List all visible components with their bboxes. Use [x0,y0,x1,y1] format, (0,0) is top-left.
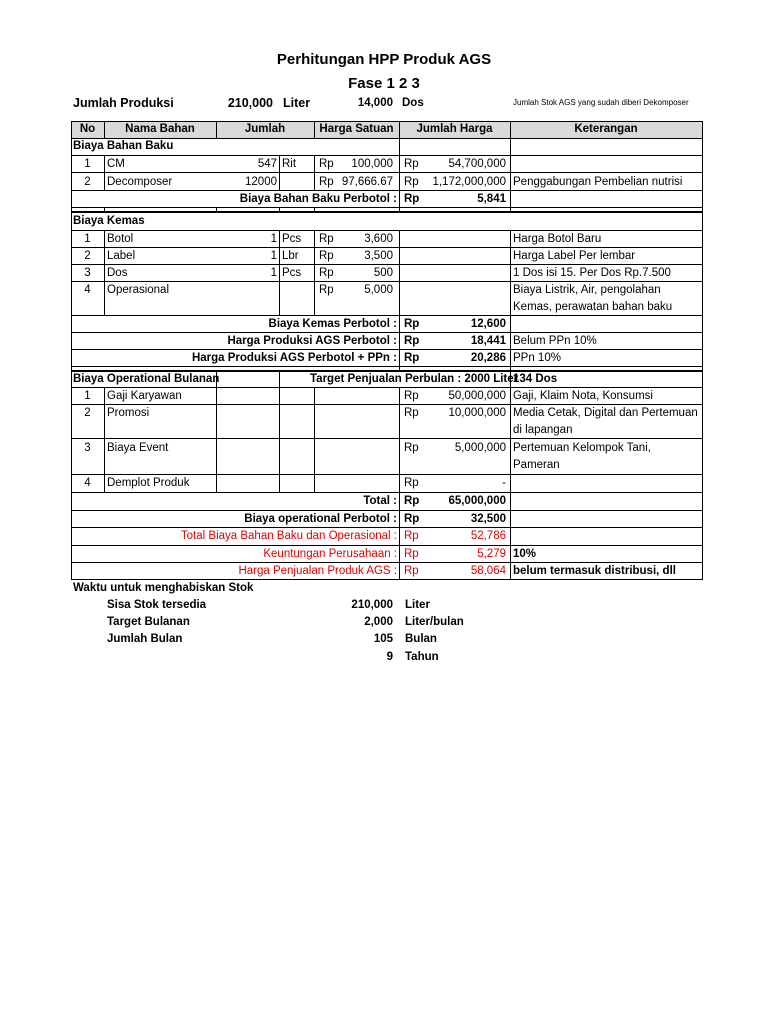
row-price: 5,000 [364,284,393,296]
combined-cost-rp: Rp [404,530,419,542]
production-note: Jumlah Stok AGS yang sudah diberi Dekomposer [513,98,689,107]
raw-per-bottle-value: 5,841 [477,193,506,205]
row-note-line2: di lapangan [513,424,573,436]
production-cost-ppn-note: PPn 10% [513,352,561,364]
operational-per-bottle-rp: Rp [404,513,420,525]
row-note: Pertemuan Kelompok Tani, [513,442,651,454]
raw-section-title: Biaya Bahan Baku [73,140,174,152]
production-cost-ppn-label: Harga Produksi AGS Perbotol + PPn : [191,352,397,364]
row-rp: Rp [404,407,419,419]
production-cost-rp: Rp [404,335,420,347]
row-rp: Rp [319,267,334,279]
packaging-per-bottle-rp: Rp [404,318,420,330]
page-subtitle: Fase 1 2 3 [348,75,420,92]
row-no: 1 [84,390,91,402]
packaging-per-bottle-value: 12,600 [470,318,506,330]
row-name: Demplot Produk [107,477,190,489]
header-no: No [79,123,96,135]
row-rp: Rp [404,390,419,402]
row-price: 3,500 [364,250,393,262]
row-qty: 1 [270,267,277,279]
row-qty: 1 [270,233,277,245]
row-total: 54,700,000 [448,158,506,170]
operational-per-bottle-value: 32,500 [470,513,506,525]
row-name: Gaji Karyawan [107,390,182,402]
row-no: 2 [84,407,91,419]
row-note: Penggabungan Pembelian nutrisi [513,176,683,188]
row-total: - [502,477,506,489]
header-unit-price: Harga Satuan [319,123,394,135]
row-total: 10,000,000 [448,407,506,419]
row-price: 100,000 [351,158,393,170]
row-unit: Rit [282,158,297,170]
row-note: Harga Botol Baru [513,233,602,245]
row-note: Biaya Listrik, Air, pengolahan [513,284,661,296]
selling-price-note: belum termasuk distribusi, dll [513,565,676,577]
row-no: 3 [84,267,91,279]
stock-value: 9 [386,651,393,663]
row-name: Promosi [107,407,150,419]
row-rp: Rp [319,250,334,262]
row-unit: Pcs [282,233,302,245]
row-price: 3,600 [364,233,393,245]
row-rp: Rp [404,477,419,489]
production-liters-unit: Liter [283,96,311,110]
packaging-per-bottle-label: Biaya Kemas Perbotol : [268,318,397,330]
row-name: CM [107,158,125,170]
stock-unit: Liter/bulan [405,616,464,628]
header-qty: Jumlah [244,123,286,135]
operational-per-bottle-label: Biaya operational Perbotol : [244,513,397,525]
row-unit: Lbr [282,250,299,262]
production-cost-label: Harga Produksi AGS Perbotol : [227,335,397,347]
stock-unit: Bulan [405,633,437,645]
production-dos-unit: Dos [402,97,424,109]
production-dos: 14,000 [357,97,393,109]
header-total-price: Jumlah Harga [416,123,493,135]
row-name: Operasional [107,284,170,296]
production-cost-value: 18,441 [470,335,506,347]
profit-label: Keuntungan Perusahaan : [263,548,397,560]
row-total: 5,000,000 [454,442,506,454]
selling-price-rp: Rp [404,565,419,577]
row-rp: Rp [319,233,334,245]
operational-total-value: 65,000,000 [448,495,506,507]
row-no: 1 [84,233,91,245]
row-no: 1 [84,158,91,170]
profit-rp: Rp [404,548,419,560]
header-note: Keterangan [574,123,638,135]
production-liters: 210,000 [227,96,273,110]
row-price: 500 [373,267,393,279]
row-price: 97,666.67 [341,176,393,188]
row-name: Decomposer [107,176,173,188]
row-no: 2 [84,176,91,188]
row-unit: Pcs [282,267,302,279]
row-total: 1,172,000,000 [432,176,506,188]
stock-title: Waktu untuk menghabiskan Stok [73,582,254,594]
selling-price-label: Harga Penjualan Produk AGS : [238,565,397,577]
selling-price-value: 58,064 [470,565,506,577]
operational-total-label: Total : [363,495,397,507]
row-name: Label [107,250,136,262]
stock-value: 210,000 [351,599,393,611]
profit-note: 10% [513,548,537,560]
row-no: 2 [84,250,91,262]
operational-target: Target Penjualan Perbulan : 2000 Liter [310,373,519,385]
combined-cost-label: Total Biaya Bahan Baku dan Operasional : [180,530,397,542]
stock-label: Jumlah Bulan [107,633,183,645]
profit-value: 5,279 [477,548,506,560]
page-title: Perhitungan HPP Produk AGS [276,51,492,68]
row-no: 4 [84,284,91,296]
row-note-line2: Pameran [513,459,560,471]
combined-cost-value: 52,786 [470,530,506,542]
packaging-section-title: Biaya Kemas [73,215,145,227]
stock-value: 2,000 [364,616,393,628]
row-total: 50,000,000 [448,390,506,402]
production-cost-ppn-rp: Rp [404,352,420,364]
raw-per-bottle-label: Biaya Bahan Baku Perbotol : [239,193,397,205]
row-rp: Rp [404,158,419,170]
row-note: Media Cetak, Digital dan Pertemuan [513,407,698,419]
row-rp: Rp [404,442,419,454]
production-label: Jumlah Produksi [73,96,174,110]
operational-total-rp: Rp [404,495,420,507]
stock-unit: Tahun [405,651,439,663]
row-qty: 1 [270,250,277,262]
operational-target-dos: 134 Dos [513,373,558,385]
row-rp: Rp [319,176,334,188]
production-cost-note: Belum PPn 10% [513,335,597,347]
row-name: Biaya Event [107,442,169,454]
row-qty: 12000 [245,176,277,188]
production-cost-ppn-value: 20,286 [470,352,506,364]
row-rp: Rp [319,158,334,170]
row-rp: Rp [319,284,334,296]
row-note-line2: Kemas, perawatan bahan baku [513,301,673,313]
row-no: 4 [84,477,91,489]
row-rp: Rp [404,176,419,188]
operational-section-title: Biaya Operational Bulanan [73,373,220,385]
row-note: Gaji, Klaim Nota, Konsumsi [513,390,653,402]
row-note: 1 Dos isi 15. Per Dos Rp.7.500 [513,267,671,279]
stock-value: 105 [373,633,393,645]
row-name: Botol [107,233,134,245]
row-qty: 547 [257,158,277,170]
row-name: Dos [107,267,128,279]
stock-unit: Liter [405,599,430,611]
stock-label: Target Bulanan [107,616,190,628]
raw-per-bottle-rp: Rp [404,193,420,205]
row-no: 3 [84,442,91,454]
row-note: Harga Label Per lembar [513,250,636,262]
header-name: Nama Bahan [125,123,195,135]
stock-label: Sisa Stok tersedia [107,599,207,611]
